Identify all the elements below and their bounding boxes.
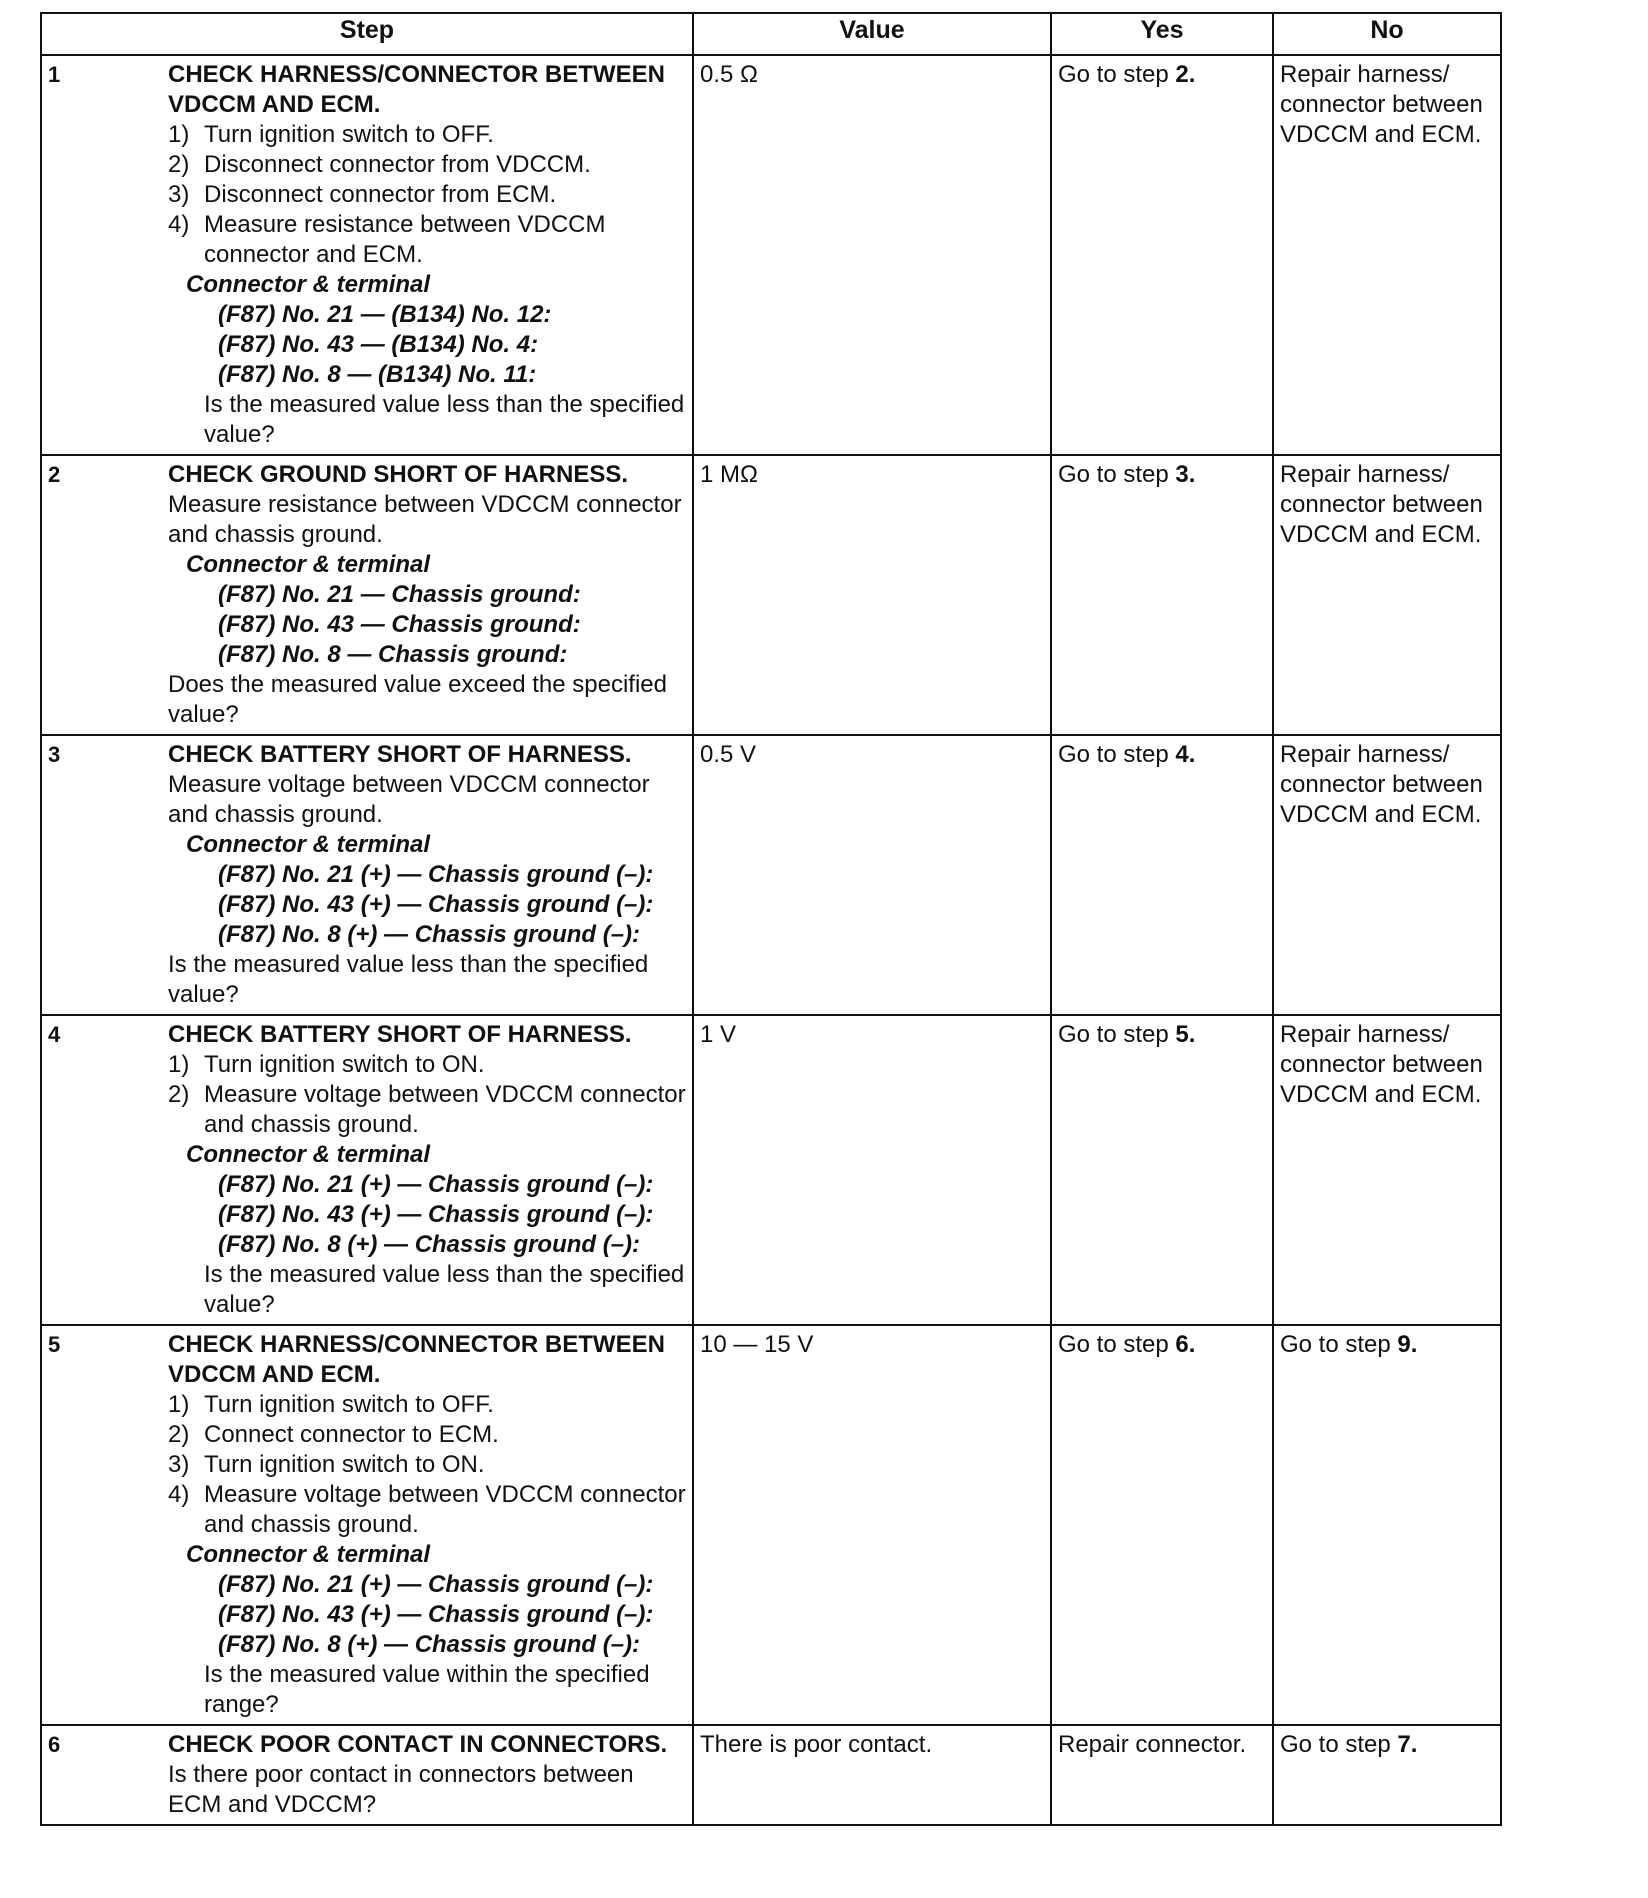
step-body (168, 460, 686, 730)
value-cell (693, 1325, 1051, 1725)
spec-value: 1 V (700, 1021, 737, 1048)
header-no: No (1273, 13, 1501, 55)
no-cell (1273, 1725, 1501, 1825)
yes-step-ref: 6. (1175, 1331, 1196, 1358)
connector-terminal-pair: (F87) No. 43 — Chassis ground: (218, 611, 581, 638)
step-question: Does the measured value exceed the specified value? (168, 671, 667, 728)
yes-cell (1051, 455, 1273, 735)
step-instruction (168, 1390, 686, 1420)
no-step-ref: 9. (1397, 1331, 1418, 1358)
connector-terminal-pair: (F87) No. 43 — (B134) No. 4: (218, 331, 539, 358)
step-title: CHECK POOR CONTACT IN CONNECTORS. (168, 1731, 668, 1758)
no-action: Repair harness/ connector between VDCCM and ECM. (1280, 741, 1483, 828)
connector-terminal-heading: Connector & terminal (186, 1541, 431, 1568)
connector-terminal-heading: Connector & terminal (186, 271, 431, 298)
instruction-number: 1) (168, 1391, 190, 1418)
step-body (168, 1330, 686, 1720)
step-number: 3 (48, 742, 61, 767)
yes-cell (1051, 1325, 1273, 1725)
value-cell (693, 1015, 1051, 1325)
step-content (48, 1020, 686, 1320)
instruction-text: Turn ignition switch to OFF. (204, 121, 494, 148)
connector-terminal-heading: Connector & terminal (186, 1141, 431, 1168)
step-number: 5 (48, 1332, 61, 1357)
yes-step-ref: 2. (1175, 61, 1196, 88)
no-cell (1273, 1325, 1501, 1725)
no-action: Repair harness/ connector between VDCCM and ECM. (1280, 1021, 1483, 1108)
value-cell (693, 1725, 1051, 1825)
step-question: Is the measured value less than the specified value? (168, 951, 649, 1008)
no-cell (1273, 455, 1501, 735)
header-yes: Yes (1051, 13, 1273, 55)
connector-terminal-pair: (F87) No. 8 (+) — Chassis ground (–): (218, 1631, 641, 1658)
yes-action: Go to step (1058, 1021, 1176, 1048)
step-body (168, 1020, 686, 1320)
value-cell (693, 455, 1051, 735)
connector-terminal-pair: (F87) No. 21 (+) — Chassis ground (–): (218, 861, 654, 888)
step-content (48, 1730, 686, 1820)
yes-action: Go to step (1058, 61, 1176, 88)
step-instruction (168, 1450, 686, 1480)
spec-value: 0.5 V (700, 741, 757, 768)
header-step: Step (41, 13, 693, 55)
step-intro: Measure resistance between VDCCM connector and chassis ground. (168, 491, 682, 548)
connector-terminal-pair: (F87) No. 43 (+) — Chassis ground (–): (218, 1201, 654, 1228)
instruction-number: 4) (168, 211, 190, 238)
yes-action: Go to step (1058, 741, 1176, 768)
instruction-text: Disconnect connector from VDCCM. (204, 151, 591, 178)
no-cell (1273, 735, 1501, 1015)
step-title: CHECK BATTERY SHORT OF HARNESS. (168, 1021, 632, 1048)
step-instruction (168, 180, 686, 210)
yes-action: Repair connector. (1058, 1731, 1247, 1758)
step-instruction (168, 1080, 686, 1140)
instruction-number: 4) (168, 1481, 190, 1508)
instruction-number: 3) (168, 181, 190, 208)
no-action: Go to step (1280, 1731, 1398, 1758)
step-title: CHECK HARNESS/CONNECTOR BETWEEN VDCCM AND ECM. (168, 1331, 665, 1388)
spec-value: 0.5 Ω (700, 61, 758, 88)
step-question: Is the measured value less than the specified value? (204, 1261, 685, 1318)
no-action: Go to step (1280, 1331, 1398, 1358)
step-title: CHECK GROUND SHORT OF HARNESS. (168, 461, 629, 488)
yes-cell (1051, 1725, 1273, 1825)
table-row (41, 55, 1501, 455)
header-row (41, 13, 1501, 55)
step-body (168, 740, 686, 1010)
instruction-number: 1) (168, 1051, 190, 1078)
value-cell (693, 55, 1051, 455)
step-question: Is the measured value less than the specified value? (204, 391, 685, 448)
table-row (41, 735, 1501, 1015)
spec-value: There is poor contact. (700, 1731, 933, 1758)
no-cell (1273, 1015, 1501, 1325)
step-cell (41, 1015, 693, 1325)
table-body (41, 55, 1501, 1825)
connector-terminal-heading: Connector & terminal (186, 831, 431, 858)
no-step-ref: 7. (1397, 1731, 1418, 1758)
connector-terminal-pair: (F87) No. 8 — Chassis ground: (218, 641, 568, 668)
no-action: Repair harness/ connector between VDCCM and ECM. (1280, 61, 1483, 148)
yes-step-ref: 4. (1175, 741, 1196, 768)
step-instruction (168, 1050, 686, 1080)
table-row (41, 1725, 1501, 1825)
instruction-text: Connect connector to ECM. (204, 1421, 499, 1448)
no-action: Repair harness/ connector between VDCCM and ECM. (1280, 461, 1483, 548)
instruction-text: Turn ignition switch to OFF. (204, 1391, 494, 1418)
connector-terminal-pair: (F87) No. 43 (+) — Chassis ground (–): (218, 891, 654, 918)
value-cell (693, 735, 1051, 1015)
step-instruction (168, 1480, 686, 1540)
step-title: CHECK HARNESS/CONNECTOR BETWEEN VDCCM AND ECM. (168, 61, 665, 118)
instruction-text: Turn ignition switch to ON. (204, 1051, 485, 1078)
yes-cell (1051, 735, 1273, 1015)
header-value: Value (693, 13, 1051, 55)
connector-terminal-pair: (F87) No. 21 (+) — Chassis ground (–): (218, 1171, 654, 1198)
connector-terminal-pair: (F87) No. 43 (+) — Chassis ground (–): (218, 1601, 654, 1628)
spec-value: 1 MΩ (700, 461, 758, 488)
instruction-number: 1) (168, 121, 190, 148)
step-content (48, 460, 686, 730)
yes-action: Go to step (1058, 1331, 1176, 1358)
instruction-text: Measure resistance between VDCCM connector and ECM. (204, 211, 606, 268)
no-cell (1273, 55, 1501, 455)
step-cell (41, 1325, 693, 1725)
connector-terminal-heading: Connector & terminal (186, 551, 431, 578)
instruction-number: 2) (168, 151, 190, 178)
step-instruction (168, 120, 686, 150)
connector-terminal-pair: (F87) No. 21 (+) — Chassis ground (–): (218, 1571, 654, 1598)
step-question: Is there poor contact in connectors between ECM and VDCCM? (168, 1761, 634, 1818)
step-number: 2 (48, 462, 61, 487)
connector-terminal-pair: (F87) No. 8 — (B134) No. 11: (218, 361, 537, 388)
step-number: 1 (48, 62, 61, 87)
diagnostic-table (40, 12, 1502, 1826)
step-body (168, 1730, 686, 1820)
step-intro: Measure voltage between VDCCM connector and chassis ground. (168, 771, 650, 828)
table-row (41, 1015, 1501, 1325)
step-cell (41, 735, 693, 1015)
instruction-number: 3) (168, 1451, 190, 1478)
yes-cell (1051, 55, 1273, 455)
step-title: CHECK BATTERY SHORT OF HARNESS. (168, 741, 632, 768)
step-content (48, 1330, 686, 1720)
step-instruction (168, 1420, 686, 1450)
spec-value: 10 — 15 V (700, 1331, 814, 1358)
instruction-text: Measure voltage between VDCCM connector and chassis ground. (204, 1481, 686, 1538)
table-row (41, 1325, 1501, 1725)
yes-cell (1051, 1015, 1273, 1325)
table-row (41, 455, 1501, 735)
step-content (48, 740, 686, 1010)
connector-terminal-pair: (F87) No. 21 — Chassis ground: (218, 581, 581, 608)
instruction-text: Disconnect connector from ECM. (204, 181, 557, 208)
step-content (48, 60, 686, 450)
connector-terminal-pair: (F87) No. 8 (+) — Chassis ground (–): (218, 921, 641, 948)
connector-terminal-pair: (F87) No. 8 (+) — Chassis ground (–): (218, 1231, 641, 1258)
step-question: Is the measured value within the specified range? (204, 1661, 650, 1718)
instruction-text: Measure voltage between VDCCM connector and chassis ground. (204, 1081, 686, 1138)
instruction-number: 2) (168, 1421, 190, 1448)
yes-step-ref: 3. (1175, 461, 1196, 488)
step-cell (41, 55, 693, 455)
step-cell (41, 455, 693, 735)
instruction-number: 2) (168, 1081, 190, 1108)
step-cell (41, 1725, 693, 1825)
yes-action: Go to step (1058, 461, 1176, 488)
instruction-text: Turn ignition switch to ON. (204, 1451, 485, 1478)
step-number: 6 (48, 1732, 61, 1757)
step-body (168, 60, 686, 450)
step-number: 4 (48, 1022, 61, 1047)
step-instruction (168, 150, 686, 180)
yes-step-ref: 5. (1175, 1021, 1196, 1048)
step-instruction (168, 210, 686, 270)
connector-terminal-pair: (F87) No. 21 — (B134) No. 12: (218, 301, 552, 328)
